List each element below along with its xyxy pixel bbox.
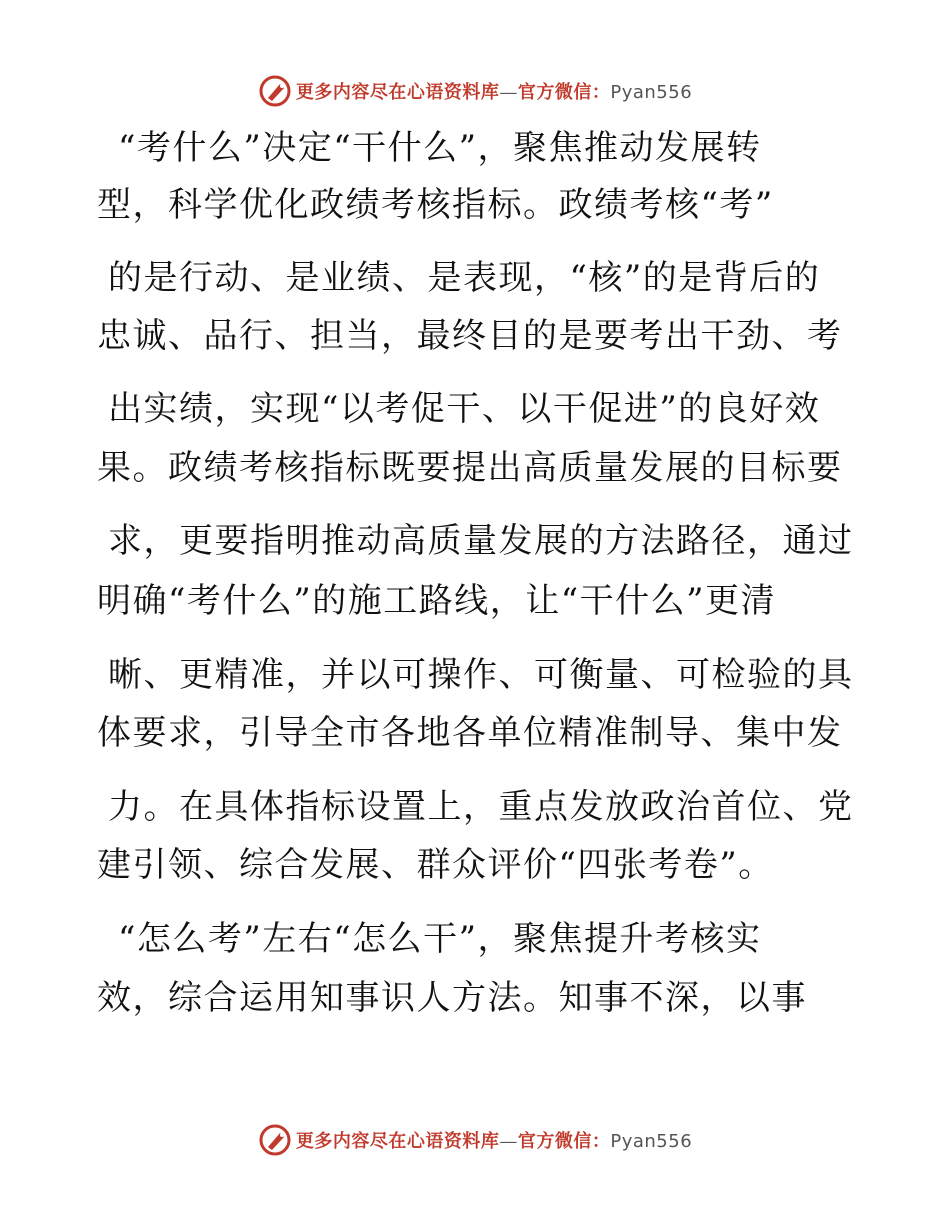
paragraph-line: 明确“考什么”的施工路线，让“干什么”更清 bbox=[97, 581, 777, 621]
paragraph-line: “怎么考”左右“怎么干”，聚焦提升考核实 bbox=[118, 919, 762, 959]
paragraph-line: 力。在具体指标设置上，重点发放政治首位、党 bbox=[108, 787, 854, 827]
footer-watermark bbox=[0, 1120, 950, 1160]
paragraph-line: 效，综合运用知事识人方法。知事不深，以事 bbox=[97, 978, 807, 1018]
paragraph-line: “考什么”决定“干什么”，聚焦推动发展转 bbox=[118, 128, 762, 168]
pen-nib-logo-icon bbox=[258, 1123, 292, 1157]
paragraph-line: 型，科学优化政绩考核指标。政绩考核“考” bbox=[97, 185, 774, 225]
paragraph-line: 晰、更精准，并以可操作、可衡量、可检验的具 bbox=[108, 655, 854, 695]
paragraph-line: 忠诚、品行、担当，最终目的是要考出干劲、考 bbox=[97, 316, 843, 356]
paragraph-line: 的是行动、是业绩、是表现，“核”的是背后的 bbox=[108, 258, 821, 298]
paragraph-line: 出实绩，实现“以考促干、以干促进”的良好效 bbox=[108, 389, 821, 429]
paragraph-line: 建引领、综合发展、群众评价“四张考卷”。 bbox=[97, 845, 774, 885]
paragraph-line: 果。政绩考核指标既要提出高质量发展的目标要 bbox=[97, 448, 843, 488]
pen-nib-logo-icon bbox=[258, 74, 292, 108]
header-watermark bbox=[0, 71, 950, 111]
paragraph-line: 求，更要指明推动高质量发展的方法路径，通过 bbox=[108, 521, 854, 561]
watermark-text: 更多内容尽在心语资料库—官方微信：Pyan556 bbox=[295, 82, 693, 103]
watermark-text: 更多内容尽在心语资料库—官方微信：Pyan556 bbox=[295, 1131, 693, 1152]
paragraph-line: 体要求，引导全市各地各单位精准制导、集中发 bbox=[97, 713, 843, 753]
